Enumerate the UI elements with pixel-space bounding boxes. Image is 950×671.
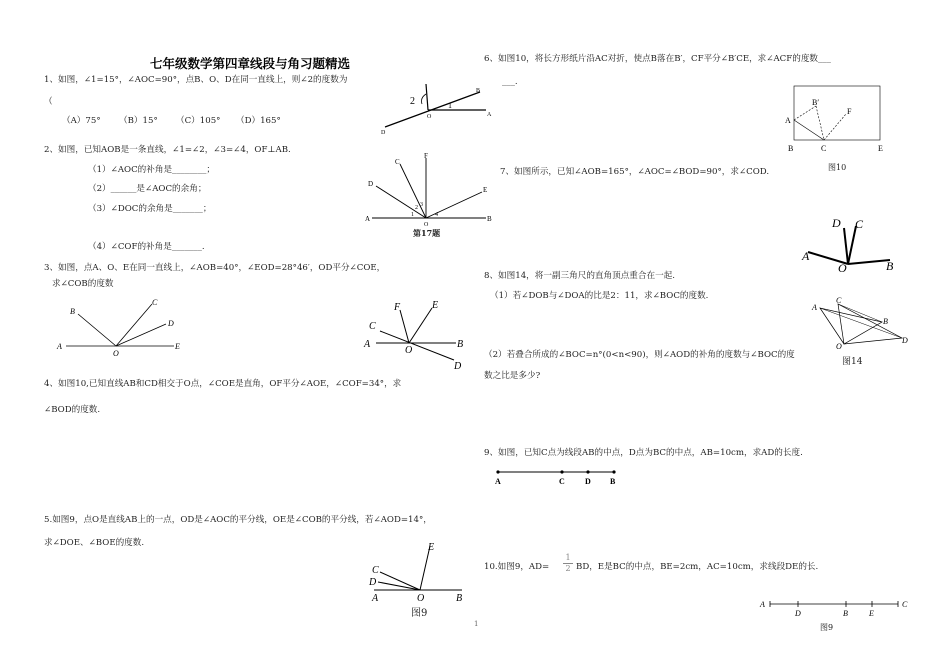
q10-fraction	[563, 553, 573, 574]
f9-label-C: C	[559, 477, 565, 486]
f8-label-D: D	[902, 336, 908, 345]
q4-line2: ∠BOD的度数.	[44, 405, 101, 415]
f7-label-D: D	[832, 216, 841, 230]
figure-q10	[758, 596, 918, 620]
q6-line1: 6、如图10，将长方形纸片沿AC对折，使点B落在B′，CF平分∠B′CE，求∠ACF的度数___	[484, 54, 831, 64]
f3-label-D: D	[168, 319, 174, 328]
f3-label-A: A	[57, 342, 62, 351]
q3-line1: 3、如图，点A、O、E在同一直线上，∠AOB=40°，∠EOD=28°46′，OD平分∠COE，	[44, 263, 386, 273]
f6-label-E: E	[878, 144, 883, 153]
figure-q7	[800, 216, 900, 274]
f5-label-O: O	[417, 593, 425, 604]
f5-label-A: A	[372, 593, 379, 604]
f3-label-O: O	[113, 349, 119, 358]
f1-label-1: 1	[448, 101, 452, 110]
figure-q6	[780, 84, 890, 160]
f10-label-A: A	[760, 600, 765, 609]
q2-sub2: （2）______是∠AOC的余角；	[88, 184, 207, 194]
f4-label-E: E	[432, 300, 439, 311]
f3-label-C: C	[152, 298, 158, 307]
q8-sub2a: （2）若叠合所成的∠BOC=n°(0<n<90)，则∠AOD的补角的度数与∠BOC的度	[484, 350, 795, 360]
f1-label-D: D	[381, 130, 386, 136]
q2-sub4: （4）∠COF的补角是_______.	[88, 242, 205, 252]
q10-frac-den: 2	[563, 563, 573, 574]
q5-line1: 5.如图9，点O是直线AB上的一点，OD是∠AOC的平分线，OE是∠COB的平分线，若∠AOD=14°，	[44, 515, 432, 525]
f6-label-B: B	[788, 144, 794, 153]
figure-q2	[362, 150, 497, 240]
q2-sub1: （1）∠AOC的补角是________；	[88, 165, 216, 175]
f2-label-B: B	[487, 215, 492, 223]
q2-figure-caption: 第17题	[413, 228, 441, 238]
q8-line1: 8、如图14，将一副三角尺的直角顶点重合在一起.	[484, 271, 676, 281]
f8-label-B: B	[883, 317, 888, 326]
f4-label-D: D	[454, 361, 462, 372]
f2-label-O: O	[424, 222, 429, 228]
f2-label-4: 4	[435, 212, 438, 218]
q5-line2: 求∠DOE、∠BOE的度数.	[44, 538, 145, 548]
f9-label-A: A	[495, 477, 501, 486]
f1-label-A: A	[487, 112, 492, 118]
f5-label-B: B	[456, 593, 463, 604]
q2-stem: 2、如图，已知AOB是一条直线，∠1=∠2，∠3=∠4，OF⊥AB.	[44, 145, 291, 155]
f1-label-B: B	[476, 88, 481, 94]
q10-line1-a: 10.如图9，AD=	[484, 562, 550, 572]
f5-label-C: C	[372, 565, 379, 576]
f10-label-D: D	[795, 609, 801, 618]
f8-label-O: O	[836, 342, 842, 351]
q1-line2: （	[44, 97, 53, 107]
q7-line1: 7、如图所示，已知∠AOB=165°，∠AOC=∠BOD=90°，求∠COD.	[500, 167, 770, 177]
f7-label-B: B	[886, 259, 894, 273]
f2-label-E: E	[483, 186, 488, 194]
q3-line2: 求∠COB的度数	[52, 279, 114, 289]
q1-option-a: （A）75°	[62, 116, 101, 126]
f2-label-D: D	[368, 180, 374, 188]
f4-label-A: A	[364, 339, 371, 350]
q1-option-b: （B）15°	[119, 116, 158, 126]
f6-label-C: C	[821, 144, 827, 153]
figure-q9	[492, 464, 622, 488]
figure-q4	[362, 298, 477, 378]
figure-q8	[810, 296, 910, 352]
q2-sub3: （3）∠DOC的余角是_______；	[88, 204, 212, 214]
page-title: 七年级数学第四章线段与角习题精选	[150, 56, 351, 71]
figure-q5	[362, 540, 472, 604]
f2-label-A: A	[365, 215, 371, 223]
q1-option-c: （C）105°	[176, 116, 221, 126]
q8-figure-caption: 图14	[842, 357, 863, 367]
f3-label-B: B	[70, 307, 75, 316]
f8-label-C: C	[836, 296, 842, 305]
f9-label-D: D	[585, 477, 591, 486]
f5-label-D: D	[369, 577, 377, 588]
f9-label-B: B	[610, 477, 616, 486]
q10-figure-caption: 图9	[820, 623, 834, 632]
f6-label-A: A	[785, 116, 791, 125]
q1-line1: 1、如图，∠1=15°，∠AOC=90°，点B、O、D在同一直线上，则∠2的度数为	[44, 75, 348, 85]
f2-label-F: F	[424, 152, 428, 160]
f8-label-A: A	[812, 303, 817, 312]
f1-label-2: 2	[410, 96, 415, 107]
q9-line1: 9、如图，已知C点为线段AB的中点，D点为BC的中点，AB=10cm，求AD的长度.	[484, 448, 803, 458]
f1-label-O: O	[427, 114, 432, 120]
f4-label-O: O	[405, 345, 413, 356]
q8-sub1: （1）若∠DOB与∠DOA的比是2：11，求∠BOC的度数.	[490, 291, 709, 301]
figure-q3	[52, 298, 192, 360]
f2-label-3: 3	[420, 202, 423, 208]
f10-label-C: C	[902, 600, 908, 609]
f2-label-1: 1	[411, 212, 414, 218]
f6-label-Bprime: B′	[812, 98, 820, 107]
f2-label-2: 2	[415, 205, 418, 211]
f4-label-F: F	[394, 302, 401, 313]
q8-sub2b: 数之比是多少?	[484, 371, 541, 381]
f10-label-E: E	[869, 609, 874, 618]
q1-option-d: （D）165°	[236, 116, 281, 126]
f7-label-C: C	[855, 217, 864, 231]
q10-frac-num: 1	[565, 553, 571, 562]
f2-label-C: C	[395, 158, 400, 166]
q4-line1: 4、如图10,已知直线AB和CD相交于O点，∠COE是直角，OF平分∠AOE，∠COF=34°，求	[44, 379, 402, 389]
f5-label-E: E	[428, 542, 435, 553]
f10-label-B: B	[843, 609, 848, 618]
page-number: 1	[474, 620, 479, 628]
f3-label-E: E	[175, 342, 180, 351]
f6-label-F: F	[847, 107, 852, 116]
q10-line1-b: BD，E是BC的中点，BE=2cm，AC=10cm，求线段DE的长.	[576, 562, 819, 572]
f7-label-O: O	[838, 261, 847, 275]
q6-line2: ___.	[502, 77, 518, 87]
figure-q1	[380, 84, 495, 136]
f4-label-B: B	[457, 339, 464, 350]
q5-figure-caption: 图9	[411, 608, 428, 619]
f7-label-A: A	[802, 249, 810, 263]
q6-figure-caption: 图10	[828, 163, 847, 172]
f4-label-C: C	[369, 321, 376, 332]
